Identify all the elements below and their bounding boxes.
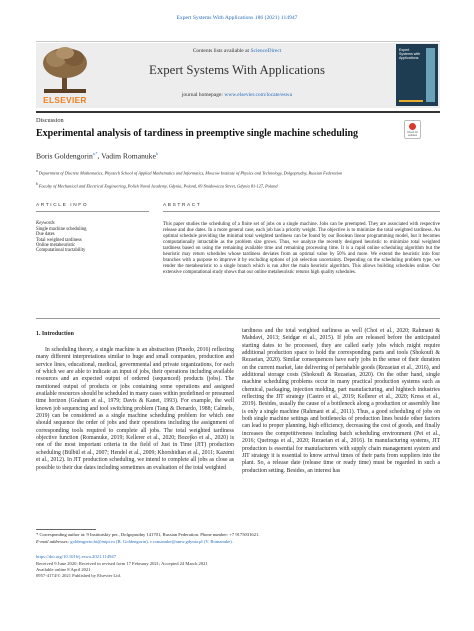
email-label: E-mail addresses: <box>36 539 70 544</box>
publisher-name: ELSEVIER <box>43 96 87 105</box>
email-line <box>36 539 316 545</box>
keyword: Computational tractability <box>36 248 86 254</box>
homepage-prefix: journal homepage: <box>181 92 223 98</box>
abstract-bottom-divider <box>36 318 440 319</box>
cover-graphic <box>426 48 435 102</box>
info-divider <box>36 211 149 212</box>
available-online: Available online 8 April 2021 <box>36 567 91 572</box>
keyword: Online metaheuristic <box>36 242 76 248</box>
homepage-line <box>92 92 382 98</box>
author-list <box>36 151 158 161</box>
homepage-link[interactable]: www.elsevier.com/locate/eswa <box>224 92 293 98</box>
keyword: Due dates <box>36 232 55 238</box>
elsevier-logo <box>38 45 92 105</box>
cover-title: Expert Systems with Applications <box>399 48 421 61</box>
author-name[interactable]: Vadim Romanuke <box>101 151 156 161</box>
keyword: Single machine scheduling <box>36 226 87 232</box>
abstract-divider <box>163 211 440 212</box>
badge-label: Check for updates <box>406 131 419 137</box>
affiliation-mark: b <box>36 182 38 186</box>
contents-line <box>92 48 382 54</box>
footnote-divider <box>36 529 96 530</box>
keywords-label: Keywords <box>36 221 55 226</box>
article-section: Discussion <box>36 117 64 124</box>
sciencedirect-link[interactable]: ScienceDirect <box>250 48 282 54</box>
abstract-text: This paper studies the scheduling of a finite set of jobs on a single machine. Jobs can be preempted. They are associated with respective release and due dates. In a more general case, each job has a priority weight. The objective is to minimize the total weighted tardiness. An optimal schedule providing the minimal total weighted tardiness can be found by our Boolean linear programming model, but it becomes computationally intractable as the problem size grows. Thus, we analyze the recently designed heuristic to minimize total weighted tardiness based on using the remaining available time and remaining processing time. It is a rapid online scheduling algorithm but the heuristic may return schedules whose tardiness deviates from an optimal value by 50% and more. We extend the heuristic into four branches with a purpose to improve it by excluding options of job selection uncertainty. Depending on the scheduling problem type, we render the metaheuristic to a single branch which is run after the main heuristic algorithm. This allows building schedules online. Our extensive computational study shows that our online metaheuristic returns high quality schedules. <box>163 222 440 276</box>
tree-icon <box>38 45 92 95</box>
journal-title: Expert Systems With Applications <box>149 63 325 77</box>
running-head[interactable]: Expert Systems With Applications 186 (2021) 114947 <box>176 15 298 21</box>
contents-prefix: Contents lists available at <box>192 48 250 54</box>
check-for-updates-badge[interactable] <box>404 120 421 139</box>
header-divider <box>36 41 440 42</box>
affiliation-text: Faculty of Mechanical and Electrical Engineering, Polish Naval Academy, Gdynia, Poland, 69 Śmidowicza Street, Gdynia 81-127, Poland <box>38 183 278 189</box>
article-info-heading: ARTICLE INFO <box>36 203 89 208</box>
author-marks[interactable]: a,* <box>92 151 98 156</box>
banner-divider <box>36 111 440 113</box>
body-paragraph: tardiness and the total weighted earliness as well (Choi et al., 2020; Rahmani & Mahdavi, 2013; Seidgar et al., 2015). If jobs are released before the anticipated starting dates to be processed, they are called early jobs which might require additional production space to hold the corresponding parts and tools (Shokoufi & Rezaeian, 2020). Similar consequences have early jobs in the sense of their duration on the current market, late delivering of perishable goods (Rezaeian et al., 2016), and additional storage costs (Shokoufi & Rezaeian, 2020). On the other hand, single machine scheduling problems occur in many practical production systems such as chemical, packaging, injection molding, part manufacturing, and hightech industries reflecting the JIT strategy (Castro et al., 2019; Kellerer et al., 2020; Kress et al., 2019). Besides, usually the cause of a bottleneck along a production or assembly line is only a single machine (Rahmani et al., 2011). Thus, a good scheduling of jobs on both single machine settings and bottlenecks of production lines beside other factors can lead to proper planning, high efficiency, decreasing the cost of goods, and finally increases the competitiveness including batch scheduling environment (Pei et al., 2016; Queiroga et al., 2020; Rezaeian et al., 2016). In manufacturing systems, JIT production is essential for manufacturers with supply chain management system and JIT strategy it is essential to know arrival times of their parts from suppliers into the plant. So, a release date (release time or ready time) must be regarded in such a production setting. Besides, an interest has <box>242 328 440 474</box>
received-dates: Received 9 June 2020; Received in revised form 17 February 2021; Accepted 24 March 2021 <box>36 561 208 566</box>
section-heading: 1. Introduction <box>36 331 74 337</box>
author-name[interactable]: Boris Goldengorin <box>36 151 93 161</box>
article-title: Experimental analysis of tardiness in preemptive single machine scheduling <box>36 128 359 139</box>
issn-copyright: 0957-4174/© 2021 Published by Elsevier Ltd. <box>36 573 121 578</box>
cover-accent <box>399 100 423 102</box>
body-paragraph: In scheduling theory, a single machine is an abstraction (Pinedo, 2016) reflecting many different interpretations similar to huge and small companies, production and service lines, educational, medical, governmental and private organizations, for each of which we are able to indicate an input of jobs, their operations including available resources and an expected output of ordered (sequenced) products (jobs). The mentioned output of products or jobs containing some operations and assigned available resources should be scheduled in many cases within predefined or presumed time horizon (Graham et al., 1979; Davis & Kanet, 1993). For example, the well known job sequencing and tool switching problem (Tang & Denardo, 1988; Calmels, 2019) can be considered as a single machine scheduling problem for which one should sequence the order of jobs and their operations including the assignment of corresponding tools required to complete all jobs. The total weighted tardiness objective function (Romanuke, 2019; Kellerer et al., 2020; Bozejko et al., 2020) is one of the most important criteria in the field of Just in Time (JIT) production scheduling (Bülbül et al., 2007; Hendel et al., 2009; Khorshidian et al., 2011; Kazemi et al., 2012). In JIT production scheduling, we intend to complete all jobs as close as possible to their due dates including sometimes an evaluation of the total weighted <box>36 347 234 471</box>
update-icon <box>409 123 416 130</box>
affiliation-mark: a <box>36 169 38 173</box>
corresponding-note: * Corresponding author at: 9 Institutskiy per., Dolgoprudny 141701, Russian Federation. Phone number: +7 9175031621. <box>36 532 260 537</box>
body-column-left <box>36 347 234 472</box>
abstract-heading: ABSTRACT <box>163 203 202 208</box>
keywords-block <box>36 221 146 254</box>
doi-link[interactable]: https://doi.org/10.1016/j.eswa.2021.114947 <box>36 554 117 559</box>
keyword: Total weighted tardiness <box>36 237 82 243</box>
author-marks[interactable]: b <box>155 151 158 156</box>
body-column-right <box>242 328 440 475</box>
affiliation <box>36 169 436 176</box>
affiliation <box>36 182 436 189</box>
author-separator: , <box>97 151 102 161</box>
email-addresses[interactable]: goldengorin.bi@mipt.ru (B. Goldengorin), v.romanuke@amw.gdynia.pl (V. Romanuke). <box>70 539 233 544</box>
affiliation-text: Department of Discrete Mathematics, Phystech School of Applied Mathematics and Informatics, Moscow Institute of Physics and Technology, Dolgoprudny, Russian Federation <box>38 170 343 176</box>
journal-cover-image[interactable] <box>396 44 438 106</box>
